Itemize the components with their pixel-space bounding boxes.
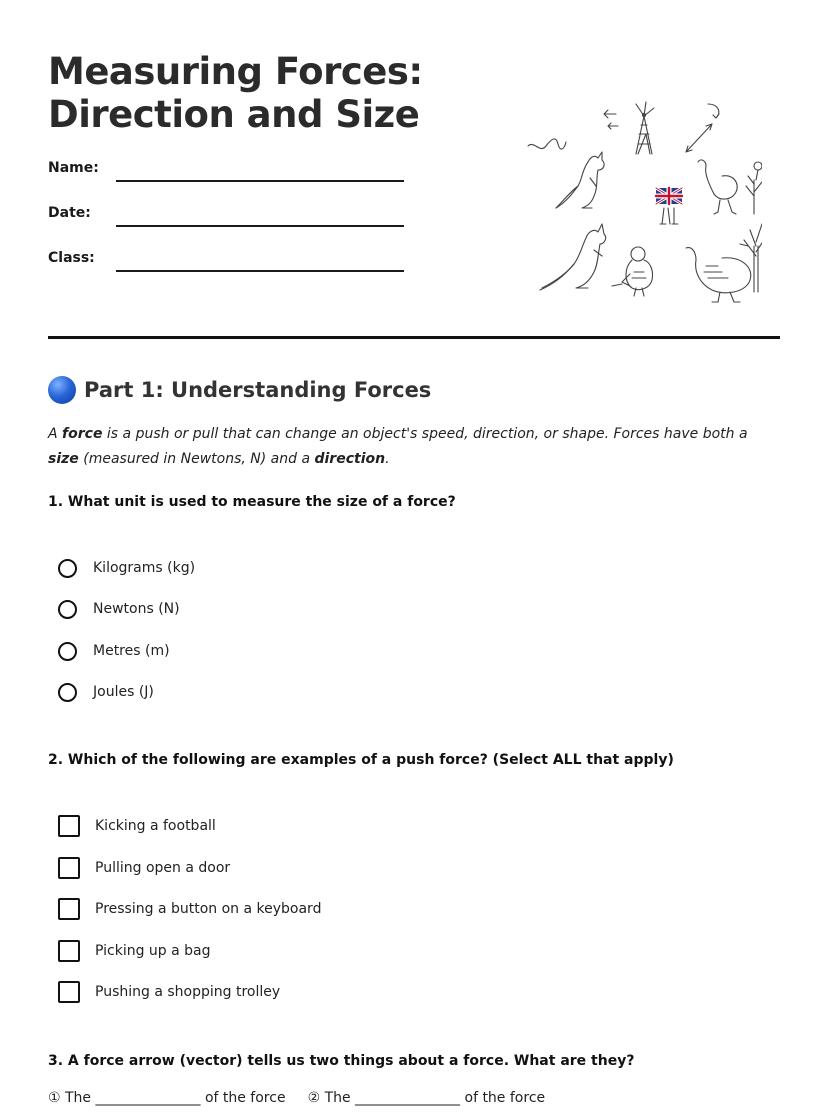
tree-icon <box>740 224 762 292</box>
emu-icon <box>698 160 737 214</box>
q1-option-label: Joules (J) <box>93 684 154 700</box>
q2-option-label: Picking up a bag <box>95 943 211 959</box>
q1-option-label: Metres (m) <box>93 643 170 659</box>
intro-bold-size: size <box>48 451 79 467</box>
q2-option-picking[interactable] <box>58 938 211 964</box>
intro-text-1: A <box>48 426 63 442</box>
q1-option-metres[interactable] <box>58 638 170 664</box>
title-line-1: Measuring Forces: <box>48 50 423 93</box>
q3-answer-blanks <box>48 1090 545 1112</box>
checkbox[interactable] <box>58 857 80 879</box>
q2-option-pressing[interactable] <box>58 896 321 922</box>
kangaroo-icon <box>540 224 606 290</box>
kangaroo-icon <box>556 152 604 208</box>
name-label: Name: <box>48 160 99 176</box>
intro-bold-direction: direction <box>314 451 386 467</box>
name-field <box>48 158 408 182</box>
q2-option-pushing[interactable] <box>58 979 280 1005</box>
name-input[interactable] <box>116 156 408 180</box>
intro-text-3: (measured in Newtons, N) and a <box>78 451 315 467</box>
radio-button[interactable] <box>58 683 77 702</box>
page-title <box>48 50 423 136</box>
section-divider <box>48 336 780 339</box>
class-line <box>116 270 404 272</box>
q1-option-label: Kilograms (kg) <box>93 560 196 576</box>
date-input[interactable] <box>116 201 408 225</box>
q1-option-newtons[interactable] <box>58 596 180 622</box>
date-field <box>48 203 408 227</box>
intro-text-2: is a push or pull that can change an object's speed, direction, or shape. Forces have both a <box>102 426 748 442</box>
wavy-line-icon <box>528 139 566 149</box>
part1-heading <box>48 374 431 406</box>
class-field <box>48 248 408 272</box>
radio-button[interactable] <box>58 642 77 661</box>
force-definition <box>48 422 780 472</box>
double-arrow-icon <box>686 124 712 152</box>
legs-icon <box>660 208 678 224</box>
title-line-2: Direction and Size <box>48 93 420 136</box>
question-2: 2. Which of the following are examples of a push force? (Select ALL that apply) <box>48 752 674 768</box>
q3-blank-2[interactable]: ② The _______________ of the force <box>307 1090 546 1106</box>
australia-doodle-illustration <box>522 96 762 306</box>
class-input[interactable] <box>116 246 408 270</box>
q2-option-label: Pulling open a door <box>95 860 231 876</box>
q1-option-kilograms[interactable] <box>58 555 195 581</box>
q1-option-joules[interactable] <box>58 679 154 705</box>
emu-icon <box>686 248 751 302</box>
part1-heading-text: Part 1: Understanding Forces <box>84 378 432 402</box>
curved-arrow-icon <box>708 104 719 118</box>
checkbox[interactable] <box>58 815 80 837</box>
wind-arrows-icon <box>604 110 618 129</box>
checkbox[interactable] <box>58 981 80 1003</box>
radio-button[interactable] <box>58 559 77 578</box>
name-line <box>116 180 404 182</box>
plant-icon <box>746 162 762 214</box>
checkbox[interactable] <box>58 940 80 962</box>
date-line <box>116 225 404 227</box>
q2-option-pulling[interactable] <box>58 855 230 881</box>
q2-option-label: Kicking a football <box>95 818 216 834</box>
q2-option-label: Pushing a shopping trolley <box>95 984 281 1000</box>
q2-option-kicking[interactable] <box>58 813 216 839</box>
q2-option-label: Pressing a button on a keyboard <box>95 901 322 917</box>
windmill-icon <box>636 102 654 154</box>
q1-option-label: Newtons (N) <box>93 601 180 617</box>
question-3: 3. A force arrow (vector) tells us two things about a force. What are they? <box>48 1053 635 1069</box>
question-1: 1. What unit is used to measure the size of a force? <box>48 494 456 510</box>
checkbox[interactable] <box>58 898 80 920</box>
union-jack-flag-icon <box>656 188 682 204</box>
q3-blank-1[interactable]: ① The _______________ of the force <box>48 1090 286 1106</box>
class-label: Class: <box>48 250 95 266</box>
intro-text-4: . <box>385 451 390 467</box>
date-label: Date: <box>48 205 91 221</box>
radio-button[interactable] <box>58 600 77 619</box>
intro-bold-force: force <box>62 426 103 442</box>
bird-icon <box>612 247 653 296</box>
blue-circle-icon <box>48 376 76 404</box>
